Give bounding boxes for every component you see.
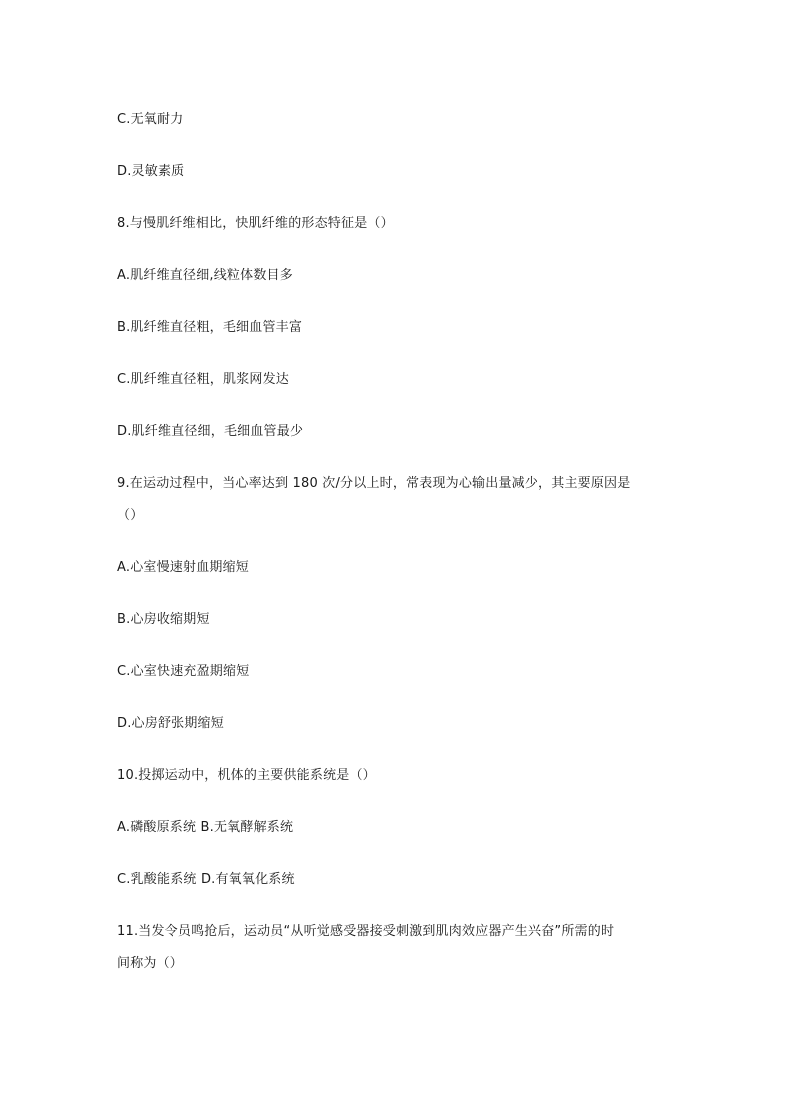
question-8-option-d: D.肌纤维直径细，毛细血管最少 xyxy=(117,424,304,439)
question-9-option-a: A.心室慢速射血期缩短 xyxy=(117,560,249,575)
question-10: 10.投掷运动中，机体的主要供能系统是（） xyxy=(117,768,376,783)
question-9-option-c: C.心室快速充盈期缩短 xyxy=(117,664,250,679)
question-9: 9.在运动过程中，当心率达到 180 次/分以上时，常表现为心输出量减少，其主要原因是 xyxy=(117,476,631,491)
option-d-agility: D.灵敏素质 xyxy=(117,164,185,179)
question-8: 8.与慢肌纤维相比，快肌纤维的形态特征是（） xyxy=(117,216,394,231)
question-9-option-d: D.心房舒张期缩短 xyxy=(117,716,224,731)
option-c-anaerobic-endurance: C.无氧耐力 xyxy=(117,112,184,127)
question-10-options-cd: C.乳酸能系统 D.有氧氧化系统 xyxy=(117,872,295,887)
question-11-continuation: 间称为（） xyxy=(117,956,184,971)
question-10-options-ab: A.磷酸原系统 B.无氧酵解系统 xyxy=(117,820,294,835)
question-9-option-b: B.心房收缩期短 xyxy=(117,612,210,627)
question-8-option-b: B.肌纤维直径粗，毛细血管丰富 xyxy=(117,320,303,335)
question-11: 11.当发令员鸣抢后，运动员“从听觉感受器接受刺激到肌肉效应器产生兴奋”所需的时 xyxy=(117,924,615,939)
question-9-continuation: （） xyxy=(117,508,144,523)
question-8-option-c: C.肌纤维直径粗，肌浆网发达 xyxy=(117,372,290,387)
question-8-option-a: A.肌纤维直径细,线粒体数目多 xyxy=(117,268,293,283)
